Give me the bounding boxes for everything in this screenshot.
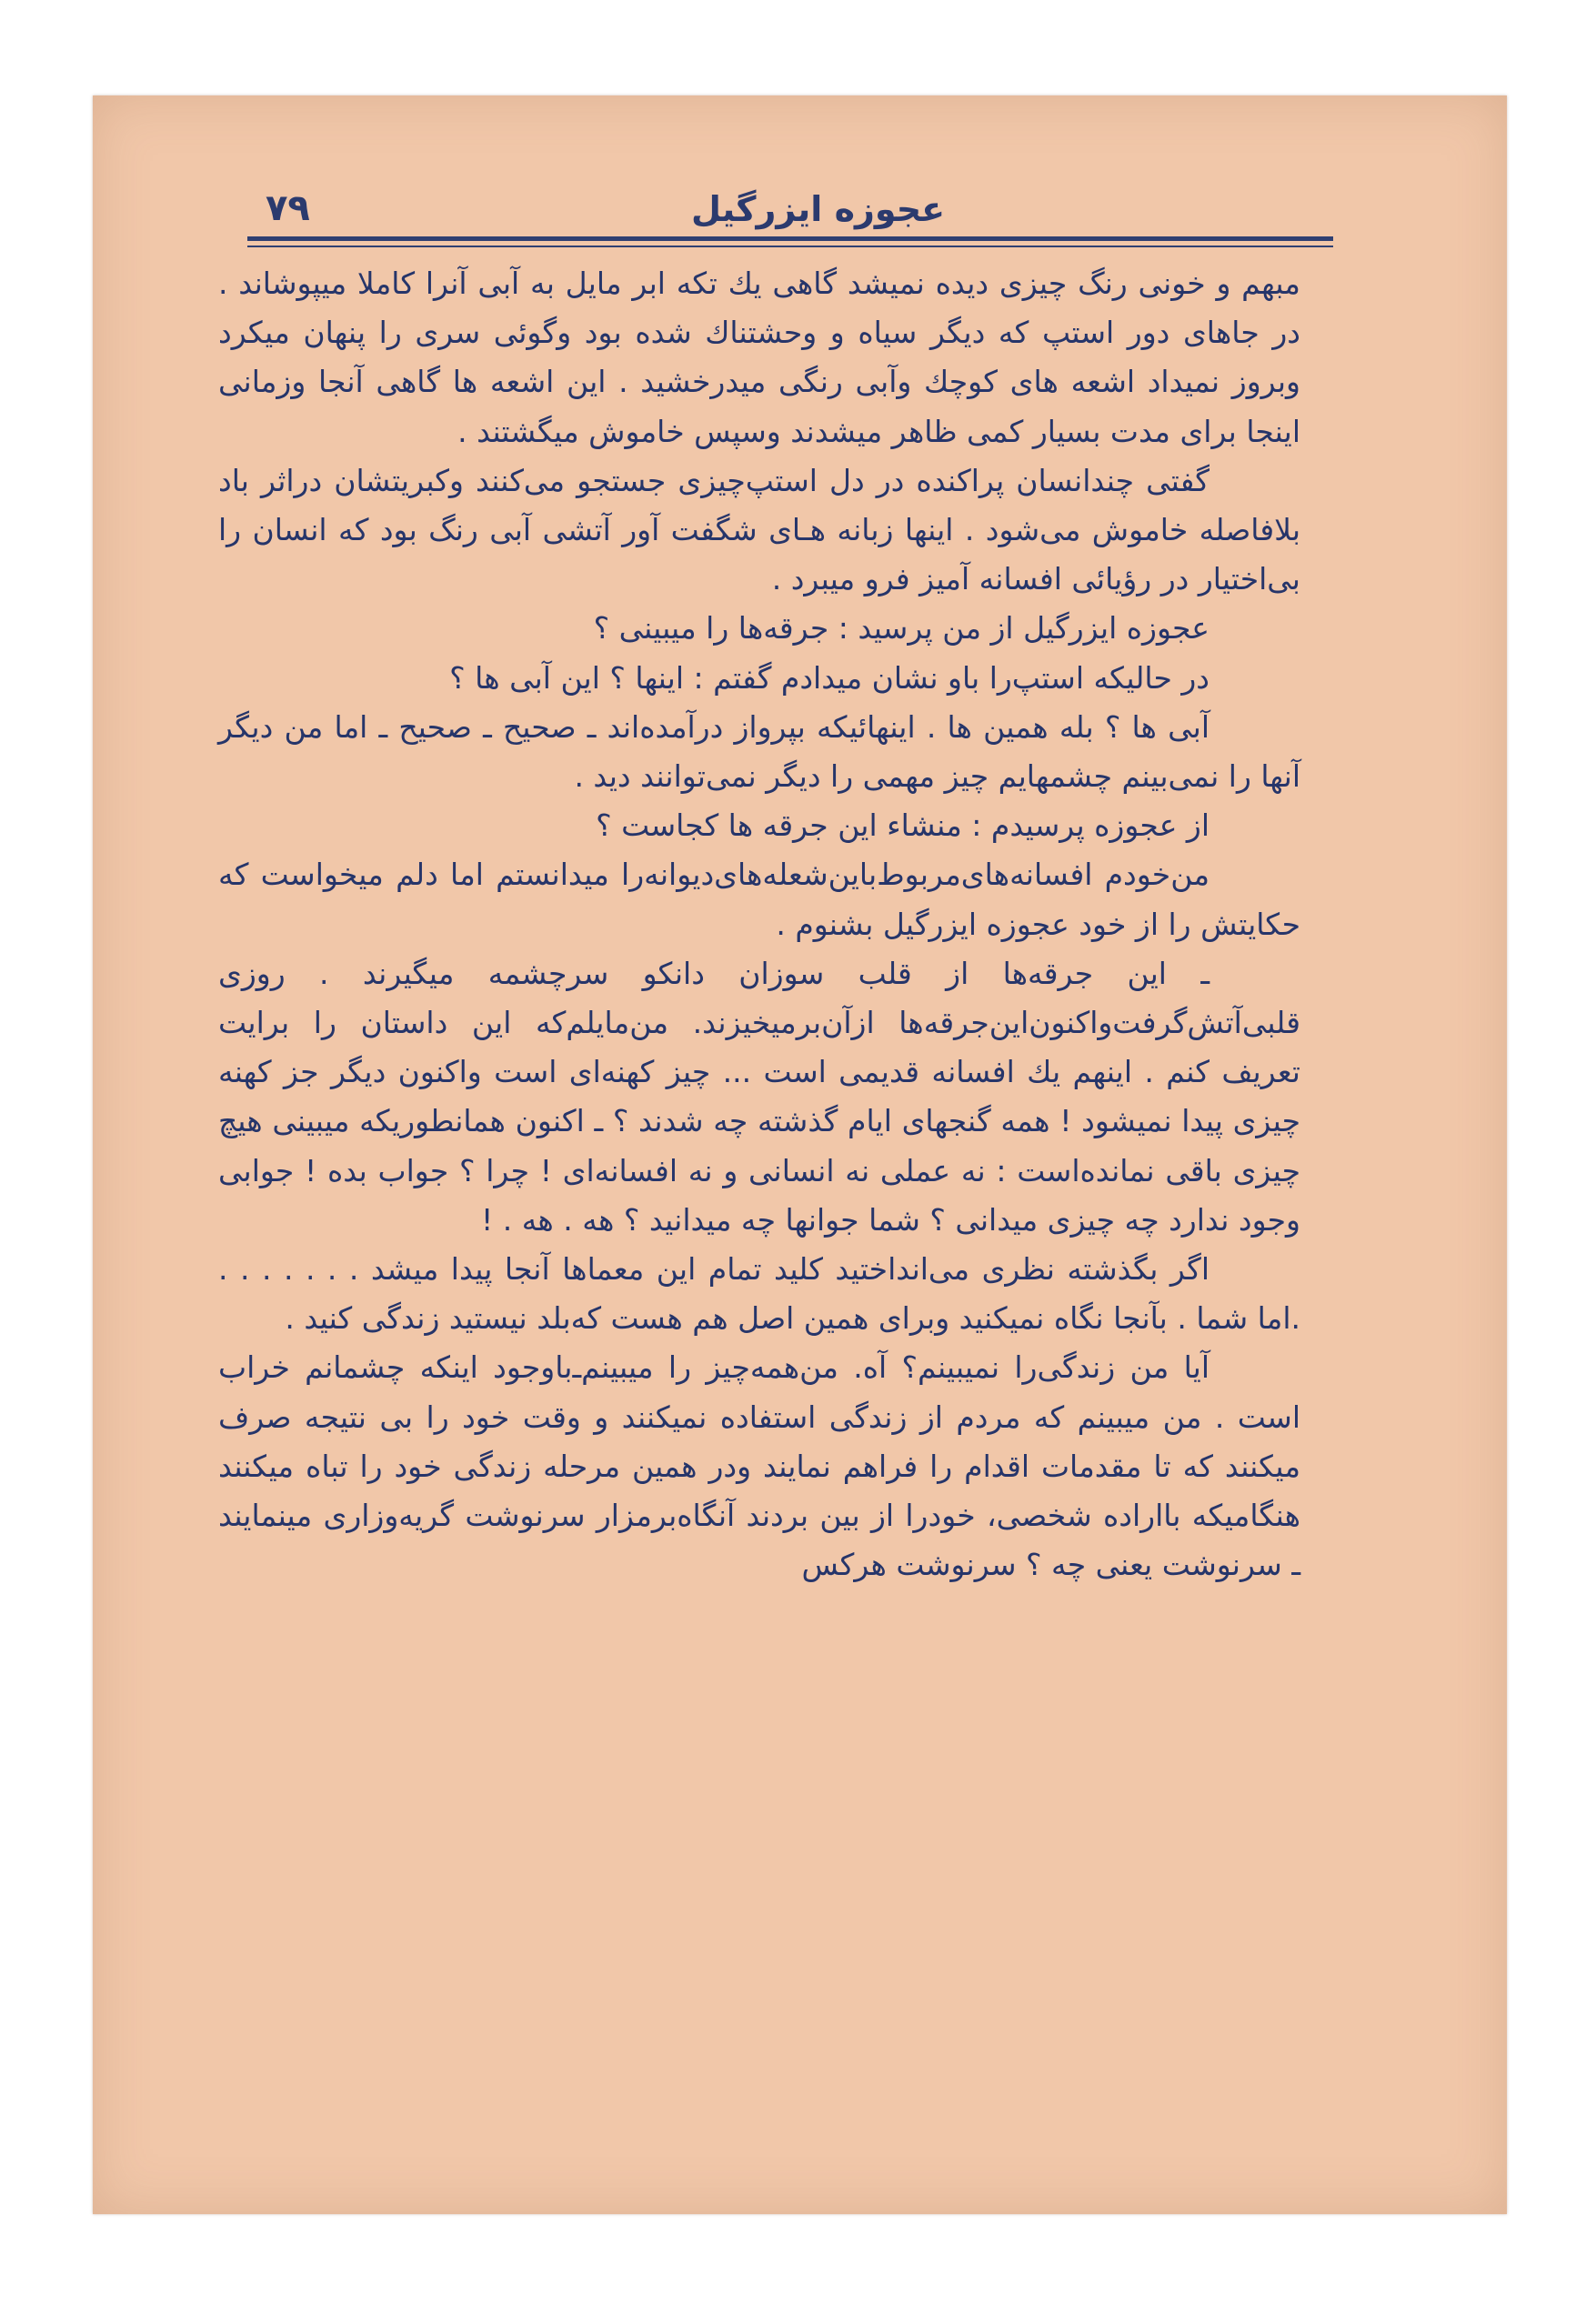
paragraph: آبی ها ؟ بله همین ها . اینهائیکه بپرواز درآمده‌اند ـ صحیح ـ صحیح ـ اما من دیگر آنها را نمی‌بینم چشمهایم چیز مهمی را دیگر نمی‌توانند دید .	[218, 708, 1300, 795]
paragraph: مبهم و خونی رنگ چیزی دیده نمیشد گاهی یك تکه ابر مایل به آبی آنرا کاملا میپوشاند . در جاهای دور استپ که دیگر سیاه و وحشتناك شده بود وگوئی سری را پنهان میکرد وبروز نمیداد اشعه های کوچك وآبی رنگی میدرخشید . این اشعه ها گاهی آنجا وزمانی اینجا برای مدت بسیار کمی ظاهر میشدند وسپس خاموش میگشتند .	[218, 266, 1300, 449]
paragraph: ـ این جرقه‌ها از قلب سوزان دانکو سرچشمه میگیرند . روزی قلبی‌آتش‌گرفت‌واکنون‌این‌جرقه‌ها ازآن‌برمیخیزند. من‌مایلم‌که این داستان را برایت تعریف کنم . اینهم یك افسانه قدیمی است ... چیز کهنه‌ای است واکنون دیگر جز کهنه چیزی پیدا نمیشود ! همه گنجهای ایام گذشته چه شدند ؟ ـ اکنون همانطوریکه میبینی هیچ چیزی باقی نمانده‌است : نه عملی نه انسانی و نه افسانه‌ای ! چرا ؟ جواب بده ! جوابی وجود ندارد چه چیزی میدانی ؟ شما جوانها چه میدانید ؟ هه . هه . !	[218, 955, 1300, 1238]
paragraph: عجوزه ایزرگیل از من پرسید : جرقه‌ها را میبینی ؟	[593, 610, 1210, 647]
paragraph: گفتی چندانسان پراکنده در دل استپ‌چیزی جستجو می‌کنند وکبریتشان دراثر باد بلافاصله خاموش می‌شود . اینها زبانه هـای شگفت آور آتشی آبی رنگ بود که انسان را بی‌اختیار در رؤیائی افسانه آمیز فرو میبرد .	[218, 462, 1300, 597]
running-head-title: عجوزه ایزرگیل	[691, 189, 946, 229]
paragraph: من‌خودم افسانه‌های‌مربوط‌باین‌شعله‌های‌دیوانه‌را میدانستم اما دلم میخواست که حکایتش را از خود عجوزه ایزرگیل بشنوم .	[218, 857, 1300, 942]
header-rule-thick	[247, 236, 1333, 241]
paragraph: در حالیکه استپ‌را باو نشان میدادم گفتم : اینها ؟ این آبی ها ؟	[449, 659, 1210, 696]
page-number: ۷۹	[266, 187, 310, 229]
paragraph: آیا من زندگی‌را نمیبینم؟ آه. من‌همه‌چیز را میبینم‌ـ‌باوجود اینکه چشمانم خراب است . من میبینم که مردم از زندگی استفاده نمیکنند و وقت خود را بی نتیجه صرف میکنند که تا مقدمات اقدام را فراهم نمایند ودر همین مرحله زندگی خود را تباه میکنند هنگامیکه بااراده شخصی، خودرا از بین بردند آنگاه‌برمزار سرنوشت گریه‌وزاری مینمایند ـ سرنوشت یعنی چه ؟ سرنوشت هرکس	[218, 1349, 1300, 1583]
paragraph: اگر بگذشته نظری می‌انداختید کلید تمام این معماها آنجا پیدا میشد . . . . . . . .اما شما . بآنجا نگاه نمیکنید وبرای همین اصل هم هست که‌بلد نیستید زندگی کنید .	[218, 1251, 1300, 1337]
header-rule-thin	[247, 246, 1333, 247]
paragraph: از عجوزه پرسیدم : منشاء این جرقه ها کجاست ؟	[596, 807, 1210, 844]
body-text	[218, 259, 1300, 1589]
